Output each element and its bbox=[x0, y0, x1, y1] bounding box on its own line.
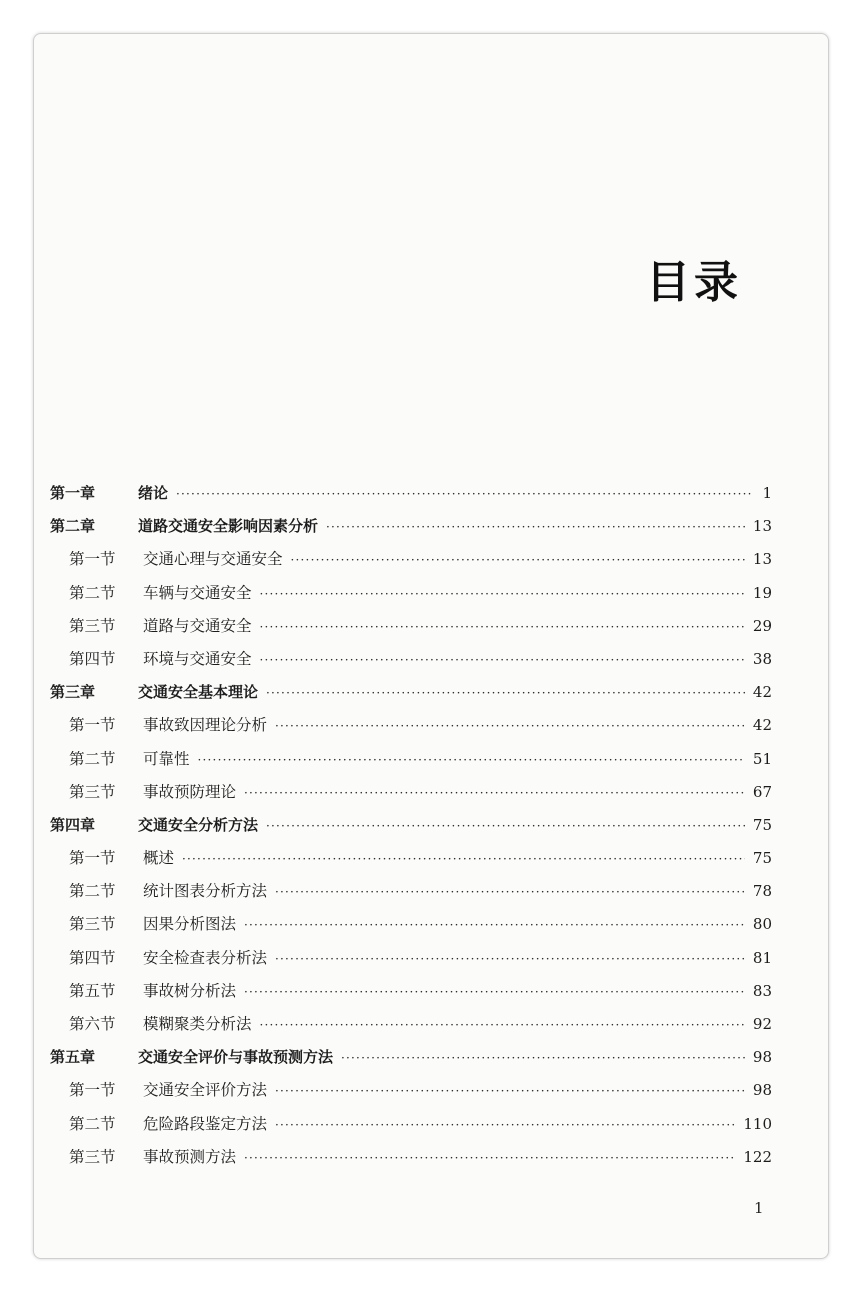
toc-section-entry bbox=[50, 709, 772, 742]
toc-entry-page: 92 bbox=[752, 1015, 772, 1033]
dot-leader bbox=[266, 677, 745, 710]
dot-leader bbox=[260, 611, 745, 644]
dot-leader bbox=[326, 511, 745, 544]
toc-entry-label: 第一节 bbox=[69, 550, 116, 569]
dot-leader bbox=[244, 1142, 735, 1175]
toc-entry-title: 可靠性 bbox=[143, 749, 190, 768]
toc-section-entry bbox=[50, 543, 772, 576]
toc-entry-page: 78 bbox=[752, 882, 772, 901]
toc-entry-title: 车辆与交通安全 bbox=[143, 583, 252, 602]
toc-entry-label: 第二节 bbox=[69, 583, 116, 602]
toc-entry-label: 第二节 bbox=[69, 749, 116, 768]
toc-section-entry bbox=[50, 842, 772, 875]
dot-leader bbox=[260, 644, 745, 677]
toc-entry-label: 第四节 bbox=[69, 649, 116, 668]
toc-section-entry bbox=[50, 1141, 772, 1174]
toc-entry-label: 第三节 bbox=[69, 1147, 116, 1166]
toc-section-entry bbox=[50, 577, 772, 610]
toc-entry-title: 交通安全基本理论 bbox=[138, 683, 259, 702]
toc-entry-label: 第三章 bbox=[50, 683, 96, 702]
dot-leader bbox=[260, 578, 745, 611]
toc-entry-title: 安全检查表分析法 bbox=[143, 948, 268, 967]
toc-section-entry bbox=[50, 776, 772, 809]
toc-entry-label: 第五章 bbox=[50, 1048, 96, 1067]
toc-entry-title: 事故致因理论分析 bbox=[143, 716, 268, 735]
toc-entry-page: 13 bbox=[752, 517, 772, 536]
toc-entry-page: 1 bbox=[762, 484, 772, 502]
toc-entry-label: 第四节 bbox=[69, 948, 116, 967]
dot-leader bbox=[275, 1075, 745, 1108]
toc-entry-title: 概述 bbox=[143, 849, 175, 868]
toc-chapter-entry bbox=[50, 809, 772, 842]
toc-entry-label: 第一章 bbox=[50, 484, 96, 502]
toc-entry-title: 环境与交通安全 bbox=[143, 649, 252, 668]
toc-chapter-entry bbox=[50, 510, 772, 543]
toc-entry-page: 75 bbox=[752, 849, 772, 868]
toc-entry-page: 75 bbox=[752, 815, 772, 834]
toc-entry-title: 危险路段鉴定方法 bbox=[143, 1114, 268, 1133]
toc-entry-label: 第四章 bbox=[50, 815, 96, 834]
toc-entry-title: 交通心理与交通安全 bbox=[143, 550, 283, 569]
page-number: 1 bbox=[754, 1199, 764, 1217]
dot-leader bbox=[182, 843, 745, 876]
toc-entry-page: 110 bbox=[743, 1114, 772, 1133]
dot-leader bbox=[341, 1042, 745, 1075]
toc-entry-page: 80 bbox=[752, 915, 772, 934]
toc-entry-label: 第二节 bbox=[69, 1114, 116, 1133]
toc-entry-title: 交通安全评价与事故预测方法 bbox=[138, 1048, 334, 1067]
dot-leader bbox=[244, 777, 745, 810]
toc-entry-label: 第一节 bbox=[69, 849, 116, 868]
toc-section-entry bbox=[50, 643, 772, 676]
toc-entry-page: 98 bbox=[752, 1048, 772, 1067]
dot-leader bbox=[275, 876, 745, 909]
dot-leader bbox=[176, 478, 752, 511]
toc-entry-page: 19 bbox=[752, 583, 772, 602]
toc-entry-title: 事故预测方法 bbox=[143, 1147, 237, 1166]
toc-section-entry bbox=[50, 743, 772, 776]
toc-entry-label: 第五节 bbox=[69, 981, 116, 1000]
toc-entry-page: 13 bbox=[752, 550, 772, 569]
dot-leader bbox=[244, 909, 745, 942]
toc-entry-title: 统计图表分析方法 bbox=[143, 882, 268, 901]
toc-entry-page: 67 bbox=[752, 782, 772, 801]
dot-leader bbox=[260, 1009, 745, 1042]
toc-section-entry bbox=[50, 1008, 772, 1041]
dot-leader bbox=[266, 810, 745, 843]
toc-entry-title: 事故树分析法 bbox=[143, 981, 237, 1000]
page-title: 目录 bbox=[646, 257, 742, 308]
toc-entry-label: 第三节 bbox=[69, 782, 116, 801]
toc-entry-page: 83 bbox=[752, 981, 772, 1000]
toc-entry-title: 交通安全分析方法 bbox=[138, 815, 259, 834]
toc-entry-label: 第三节 bbox=[69, 616, 116, 635]
toc-entry-title: 道路与交通安全 bbox=[143, 616, 252, 635]
toc-entry-title: 绪论 bbox=[138, 484, 169, 502]
toc-section-entry bbox=[50, 610, 772, 643]
toc-entry-title: 道路交通安全影响因素分析 bbox=[138, 517, 319, 536]
dot-leader bbox=[275, 710, 745, 743]
toc-entry-page: 38 bbox=[752, 649, 772, 668]
toc-entry-page: 29 bbox=[752, 616, 772, 635]
toc-section-entry bbox=[50, 1108, 772, 1141]
toc-entry-label: 第三节 bbox=[69, 915, 116, 934]
toc-entry-page: 51 bbox=[752, 749, 772, 768]
toc-entry-title: 事故预防理论 bbox=[143, 782, 237, 801]
toc-section-entry bbox=[50, 975, 772, 1008]
toc-section-entry bbox=[50, 875, 772, 908]
toc-entry-page: 42 bbox=[752, 716, 772, 735]
toc-entry-title: 交通安全评价方法 bbox=[143, 1081, 268, 1100]
toc-entry-title: 因果分析图法 bbox=[143, 915, 237, 934]
dot-leader bbox=[244, 976, 745, 1009]
toc-chapter-entry bbox=[50, 477, 772, 510]
toc-entry-title: 模糊聚类分析法 bbox=[143, 1015, 252, 1033]
toc-entry-page: 98 bbox=[752, 1081, 772, 1100]
toc-chapter-entry bbox=[50, 676, 772, 709]
toc-entry-label: 第一节 bbox=[69, 716, 116, 735]
toc-entry-label: 第二章 bbox=[50, 517, 96, 536]
toc-section-entry bbox=[50, 942, 772, 975]
dot-leader bbox=[275, 1109, 735, 1142]
toc-entry-label: 第一节 bbox=[69, 1081, 116, 1100]
toc-section-entry bbox=[50, 1074, 772, 1107]
toc-entry-label: 第六节 bbox=[69, 1015, 116, 1033]
dot-leader bbox=[291, 544, 745, 577]
dot-leader bbox=[275, 943, 745, 976]
toc-entry-page: 81 bbox=[752, 948, 772, 967]
toc-entry-page: 42 bbox=[752, 683, 772, 702]
dot-leader bbox=[198, 744, 745, 777]
toc-chapter-entry bbox=[50, 1041, 772, 1074]
toc-entry-label: 第二节 bbox=[69, 882, 116, 901]
toc-section-entry bbox=[50, 908, 772, 941]
toc-entry-page: 122 bbox=[743, 1147, 772, 1166]
table-of-contents bbox=[50, 477, 772, 1174]
book-page bbox=[33, 33, 829, 1259]
